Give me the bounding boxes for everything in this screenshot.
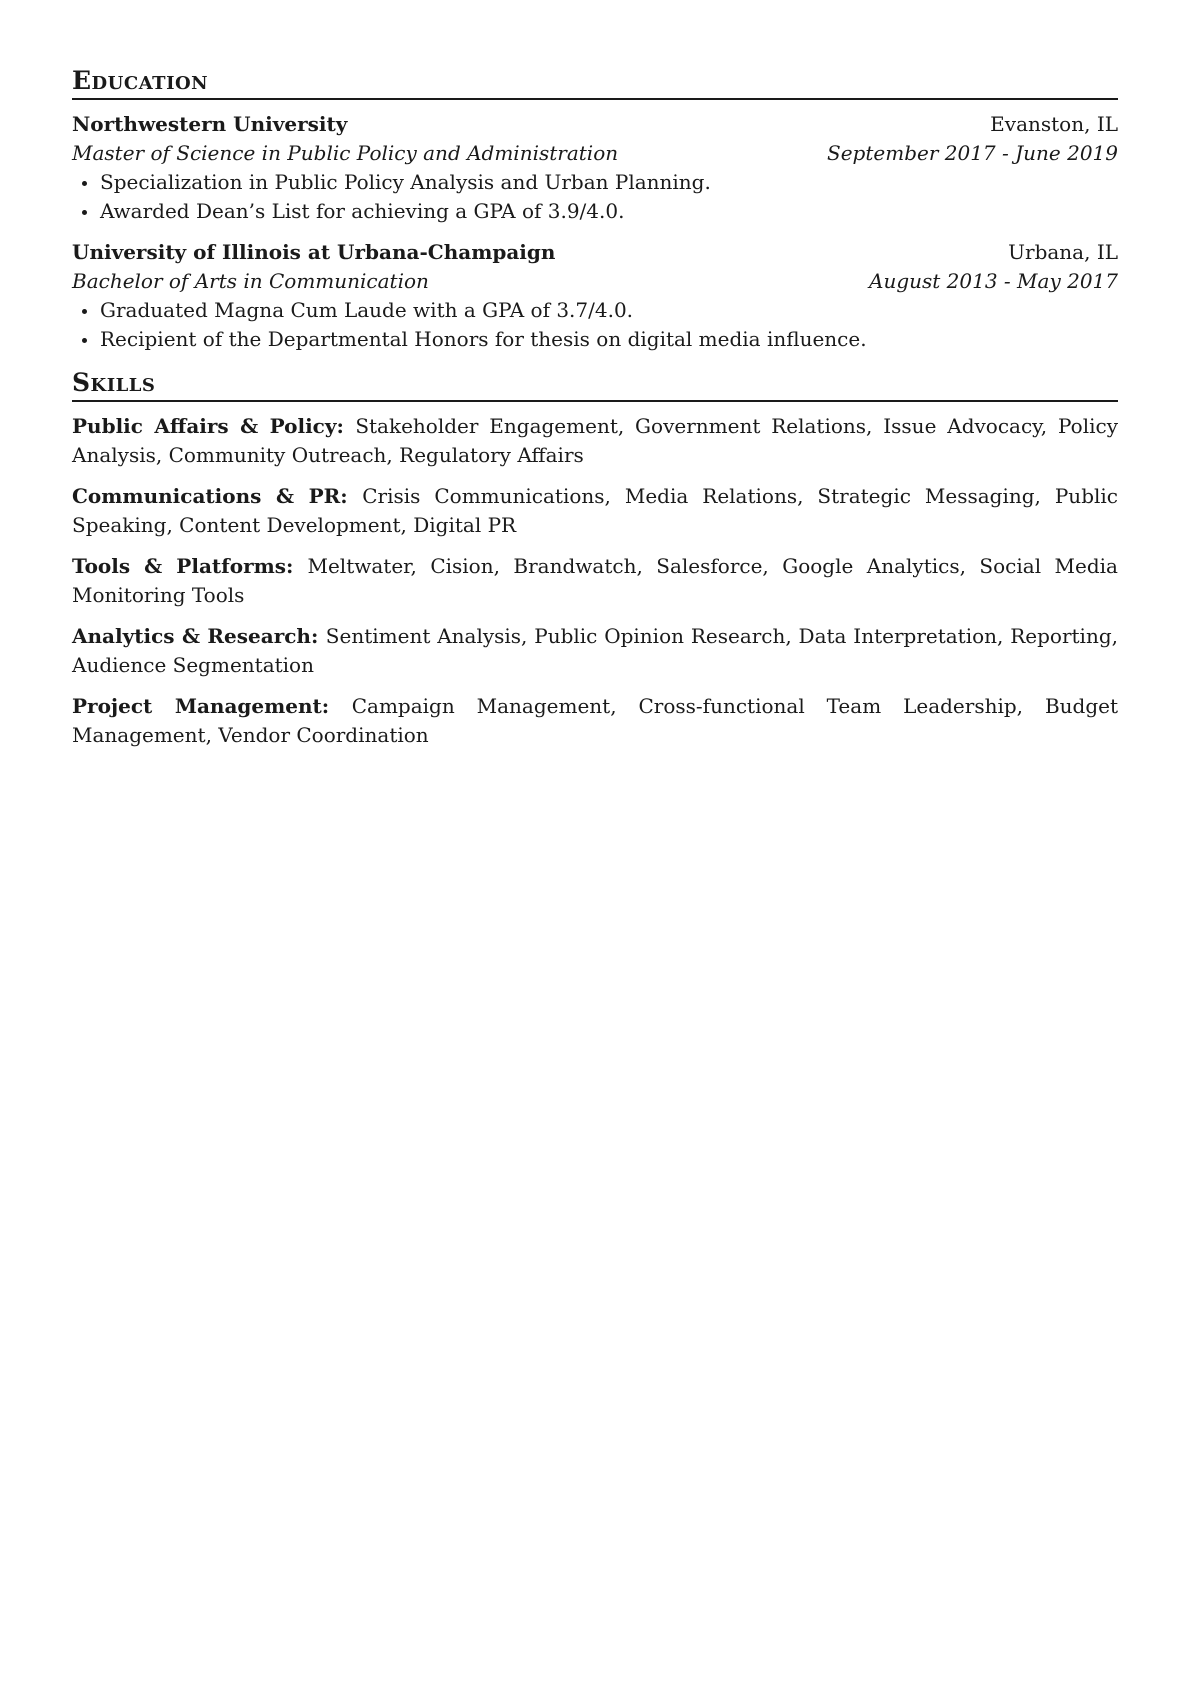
skill-row <box>72 692 1118 750</box>
skill-category: Public Affairs & Policy: <box>72 414 356 438</box>
skill-list: Campaign Management, Cross-functional Team Leadership, Budget Management, Vendor Coordination <box>72 694 1119 747</box>
education-section <box>72 66 1118 354</box>
skill-category: Communications & PR: <box>72 484 363 508</box>
institution-name: Northwestern University <box>72 112 348 136</box>
education-entry-header <box>72 238 1118 267</box>
institution-name: University of Illinois at Urbana-Champaign <box>72 240 556 264</box>
education-heading: Education <box>72 66 1118 100</box>
skill-category: Tools & Platforms: <box>72 554 308 578</box>
skill-category: Analytics & Research: <box>72 624 326 648</box>
education-entry-subheader <box>72 139 1118 168</box>
bullet-item: Recipient of the Departmental Honors for thesis on digital media influence. <box>72 325 1118 354</box>
skill-list: Meltwater, Cision, Brandwatch, Salesforce, Google Analytics, Social Media Monitoring Tools <box>72 554 1118 607</box>
skills-section <box>72 368 1118 750</box>
skill-row <box>72 412 1118 470</box>
skill-category: Project Management: <box>72 694 352 718</box>
skill-list: Crisis Communications, Media Relations, Strategic Messaging, Public Speaking, Content Development, Digital PR <box>72 484 1118 537</box>
skill-list: Sentiment Analysis, Public Opinion Research, Data Interpretation, Reporting, Audience Segmentation <box>72 624 1118 677</box>
education-entry <box>72 238 1118 354</box>
degree-name: Master of Science in Public Policy and Administration <box>72 141 619 165</box>
resume-page <box>72 66 1118 764</box>
degree-dates: August 2013 - May 2017 <box>869 269 1118 293</box>
bullet-item: Graduated Magna Cum Laude with a GPA of 3.7/4.0. <box>72 296 1118 325</box>
institution-location: Urbana, IL <box>1008 240 1118 264</box>
degree-dates: September 2017 - June 2019 <box>827 141 1118 165</box>
skill-row <box>72 482 1118 540</box>
skill-row <box>72 552 1118 610</box>
degree-name: Bachelor of Arts in Communication <box>72 269 429 293</box>
skill-list: Stakeholder Engagement, Government Relations, Issue Advocacy, Policy Analysis, Community Outreach, Regulatory Affairs <box>72 414 1118 467</box>
education-entry <box>72 110 1118 226</box>
education-bullets <box>72 296 1118 354</box>
skill-row <box>72 622 1118 680</box>
institution-location: Evanston, IL <box>990 112 1118 136</box>
education-entry-subheader <box>72 267 1118 296</box>
education-bullets <box>72 168 1118 226</box>
education-entry-header <box>72 110 1118 139</box>
skills-heading: Skills <box>72 368 1118 402</box>
bullet-item: Specialization in Public Policy Analysis and Urban Planning. <box>72 168 1118 197</box>
bullet-item: Awarded Dean’s List for achieving a GPA of 3.9/4.0. <box>72 197 1118 226</box>
